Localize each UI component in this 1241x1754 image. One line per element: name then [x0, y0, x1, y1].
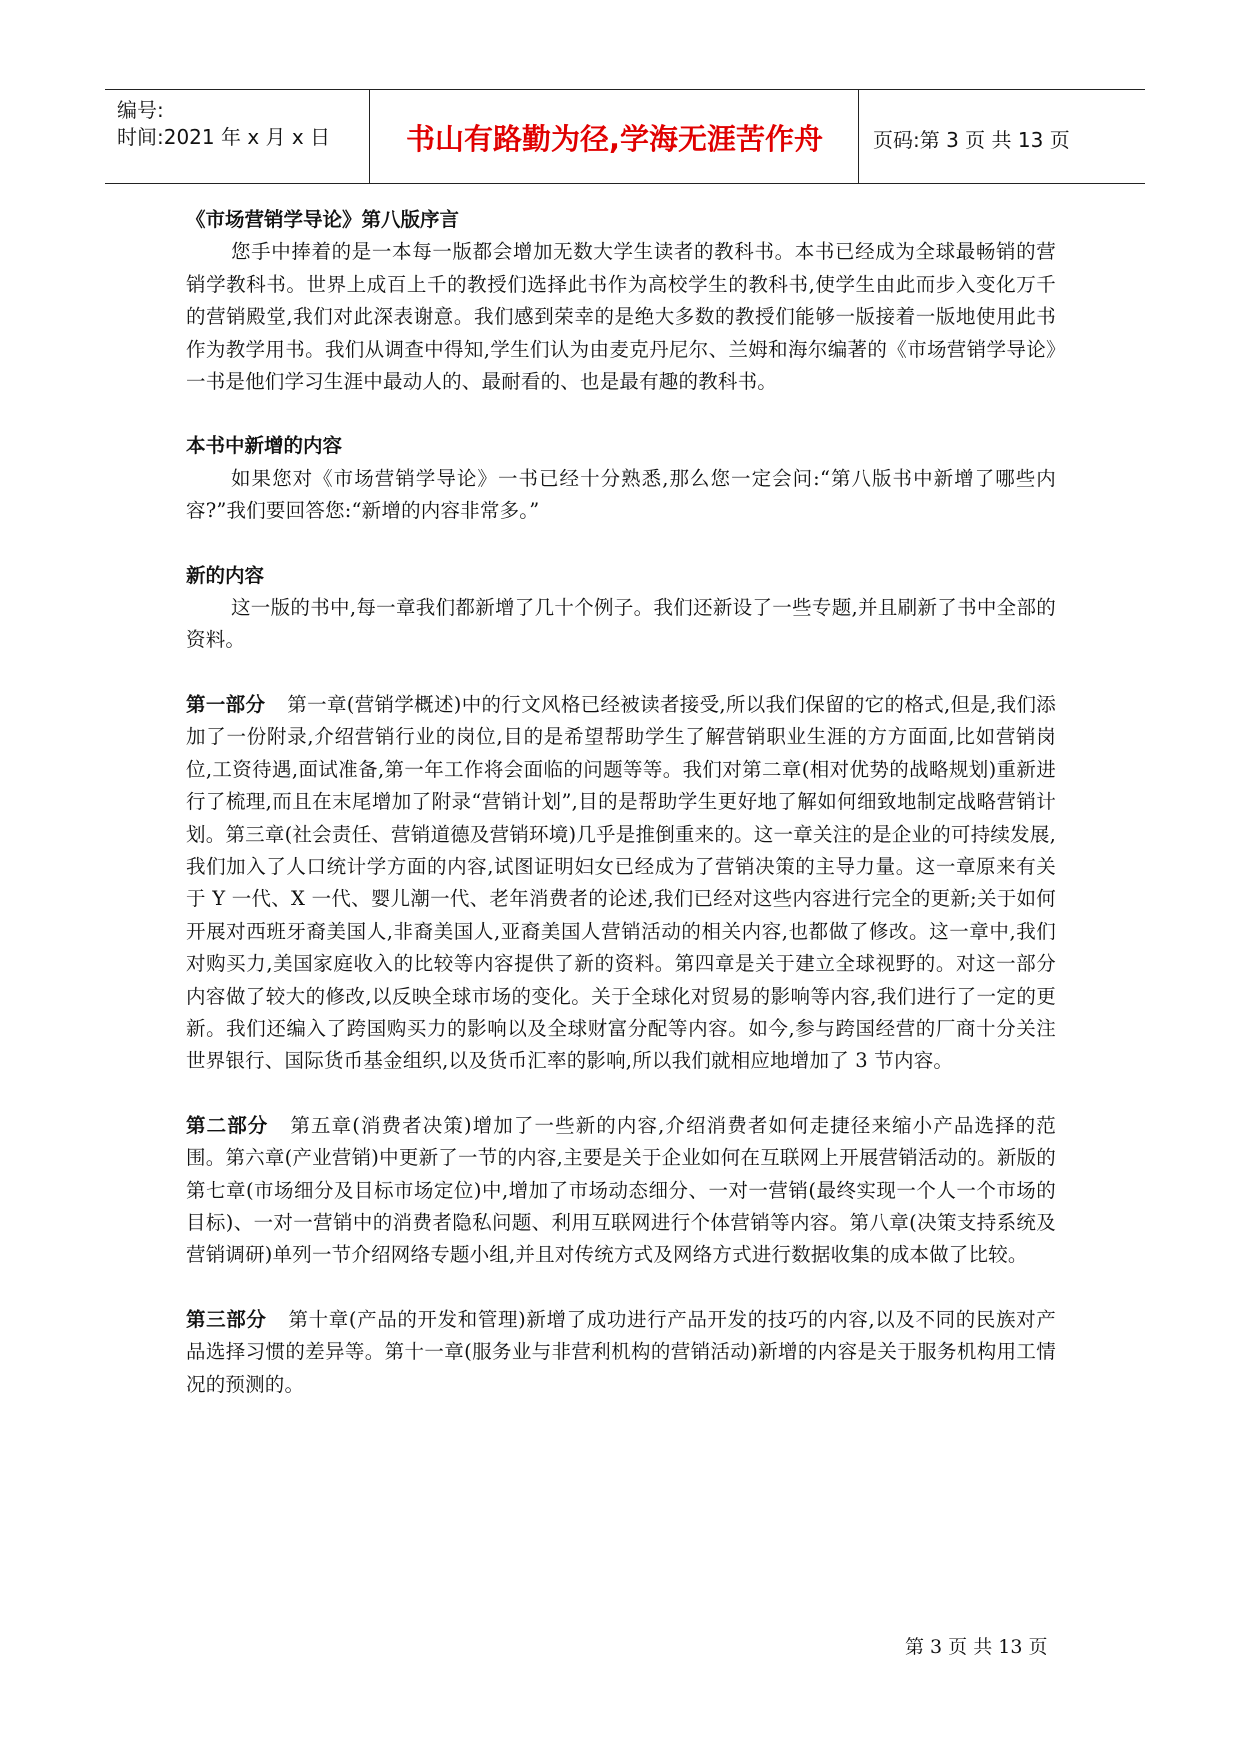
part-one-title: 第一部分 [186, 692, 266, 716]
section-heading-new: 新的内容 [186, 563, 265, 587]
header-info-cell [105, 90, 369, 183]
page-header [105, 89, 1145, 184]
part-three-title: 第三部分 [186, 1307, 267, 1331]
document-time-label: 时间:2021 年 x 月 x 日 [117, 125, 331, 149]
part-one-paragraph [186, 689, 1056, 1078]
part-three-paragraph [186, 1304, 1056, 1401]
header-page-cell [858, 90, 1146, 183]
header-motto-cell [369, 90, 859, 183]
document-title: 《市场营销学导论》第八版序言 [186, 208, 460, 231]
part-two-paragraph [186, 1110, 1056, 1272]
intro-paragraph: 您手中捧着的是一本每一版都会增加无数大学生读者的教科书。本书已经成为全球最畅销的营销学教科书。世界上成百上千的教授们选择此书作为高校学生的教科书,使学生由此而步入变化万千的营销殿堂,我们对此深表谢意。我们感到荣幸的是绝大多数的教授们能够一版接着一版地使用此书作为教学用书。我们从调查中得知,学生们认为由麦克丹尼尔、兰姆和海尔编著的《市场营销学导论》一书是他们学习生涯中最动人的、最耐看的、也是最有趣的教科书。 [186, 240, 1056, 394]
part-two-title: 第二部分 [186, 1113, 269, 1137]
document-number-label: 编号: [117, 98, 164, 122]
page-footer-number: 第 3 页 共 13 页 [905, 1636, 1048, 1658]
part-two-text: 第五章(消费者决策)增加了一些新的内容,介绍消费者如何走捷径来缩小产品选择的范围。第六章(产业营销)中更新了一节的内容,主要是关于企业如何在互联网上开展营销活动的。新版的第七章(市场细分及目标市场定位)中,增加了市场动态细分、一对一营销(最终实现一个人一个市场的目标)、一对一营销中的消费者隐私问题、利用互联网进行个体营销等内容。第八章(决策支持系统及营销调研)单列一节介绍网络专题小组,并且对传统方式及网络方式进行数据收集的成本做了比较。 [186, 1113, 1056, 1267]
section-paragraph-new-content: 如果您对《市场营销学导论》一书已经十分熟悉,那么您一定会问:“第八版书中新增了哪些内容?”我们要回答您:“新增的内容非常多。” [186, 466, 1056, 523]
part-one-text: 第一章(营销学概述)中的行文风格已经被读者接受,所以我们保留的它的格式,但是,我们添加了一份附录,介绍营销行业的岗位,目的是希望帮助学生了解营销职业生涯的方方面面,比如营销岗位,工资待遇,面试准备,第一年工作将会面临的问题等等。我们对第二章(相对优势的战略规划)重新进行了梳理,而且在末尾增加了附录“营销计划”,目的是帮助学生更好地了解如何细致地制定战略营销计划。第三章(社会责任、营销道德及营销环境)几乎是推倒重来的。这一章关注的是企业的可持续发展,我们加入了人口统计学方面的内容,试图证明妇女已经成为了营销决策的主导力量。这一章原来有关于 Y 一代、X 一代、婴儿潮一代、老年消费者的论述,我们已经对这些内容进行完全的更新;关于如何开展对西班牙裔美国人,非裔美国人,亚裔美国人营销活动的相关内容,也都做了修改。这一章中,我们对购买力,美国家庭收入的比较等内容提供了新的资料。第四章是关于建立全球视野的。对这一部分内容做了较大的修改,以反映全球市场的变化。关于全球化对贸易的影响等内容,我们进行了一定的更新。我们还编入了跨国购买力的影响以及全球财富分配等内容。如今,参与跨国经营的厂商十分关注世界银行、国际货币基金组织,以及货币汇率的影响,所以我们就相应地增加了 3 节内容。 [186, 692, 1056, 1073]
section-heading-new-content: 本书中新增的内容 [186, 434, 343, 458]
header-motto: 书山有路勤为径,学海无涯苦作舟 [405, 122, 824, 156]
document-body [186, 204, 1056, 1401]
section-paragraph-new: 这一版的书中,每一章我们都新增了几十个例子。我们还新设了一些专题,并且刷新了书中全部的资料。 [186, 596, 1056, 652]
part-three-text: 第十章(产品的开发和管理)新增了成功进行产品开发的技巧的内容,以及不同的民族对产品选择习惯的差异等。第十一章(服务业与非营利机构的营销活动)新增的内容是关于服务机构用工情况的预测的。 [186, 1307, 1056, 1396]
header-page-code: 页码:第 3 页 共 13 页 [873, 128, 1070, 152]
